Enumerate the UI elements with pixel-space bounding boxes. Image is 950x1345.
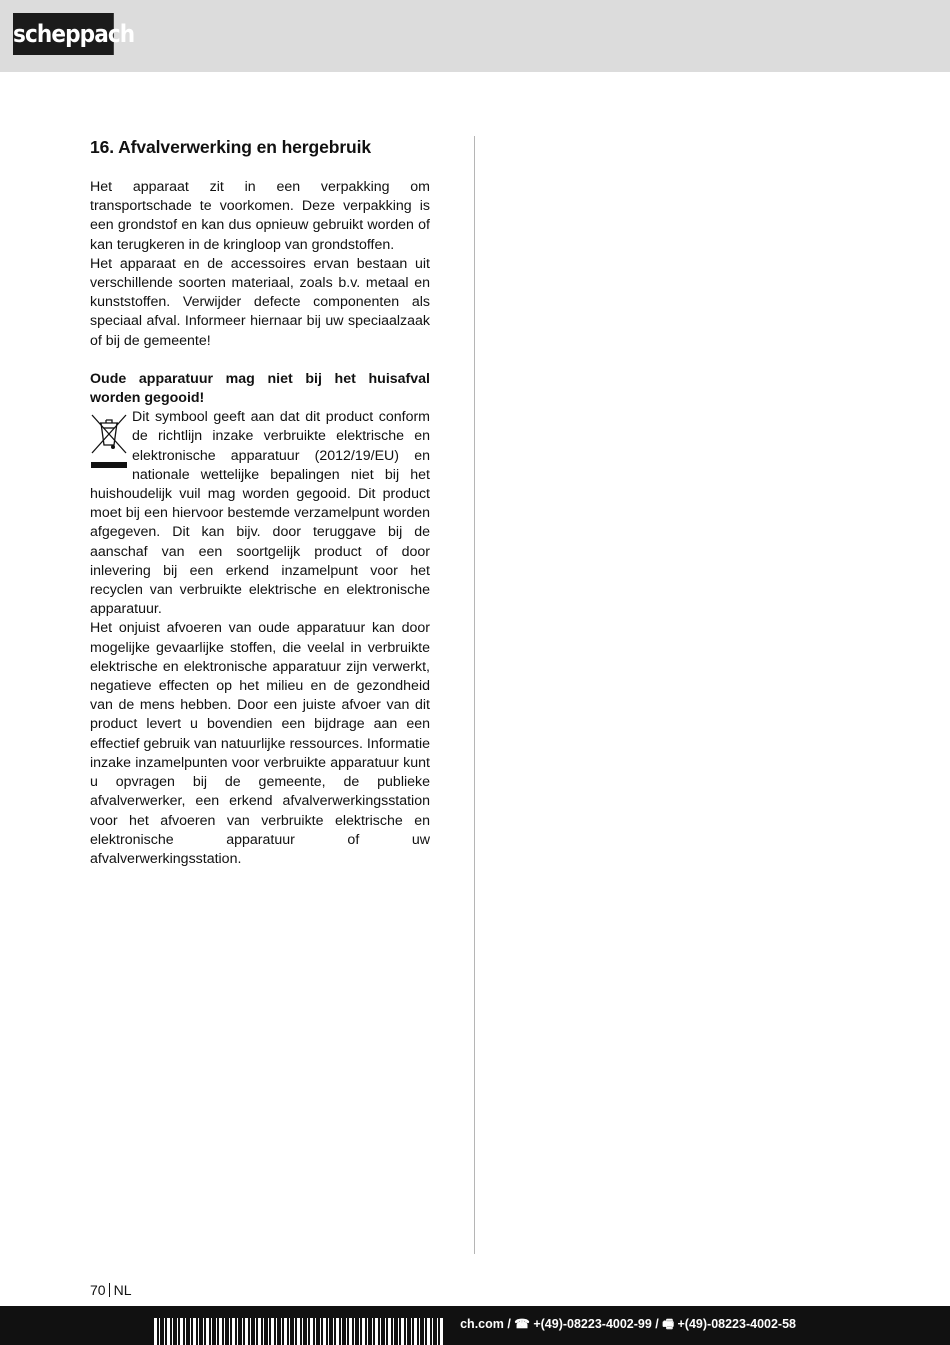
- brand-logo: scheppach: [13, 13, 114, 55]
- crossed-out-wheelie-bin-icon: [90, 410, 128, 472]
- packaging-paragraph: Het apparaat zit in een verpakking om transportschade te voorkomen. Deze verpakking is een grondstof en kan dus opnieuw gebruikt worden of kan terugkeren in de kringloop van grondstoffen.: [90, 179, 430, 253]
- footer-contact: ch.com / ☎ +(49)-08223-4002-99 / 🖷 +(49)-08223-4002-58: [460, 1317, 796, 1331]
- disposal-paragraph: Het onjuist afvoeren van oude apparatuur kan door mogelijke gevaarlijke stoffen, die veelal in verbruikte elektrische en elektronische apparatuur zijn verwerkt, negatieve effecten op het milieu en de gezondheid van de mens hebben. Door een juiste afvoer van dit product levert u bovendien een bijdrage aan een effectief gebruik van natuurlijke ressources. Informatie inzake inzamelpunten voor verbruikte apparatuur kunt u opvragen bij de gemeente, de publieke afvalverwerker, een erkend afvalverwerkingsstation voor het afvoeren van verbruikte elektrische en elektronische apparatuur of uw afvalverwerkingsstation.: [90, 620, 430, 867]
- text-column: [90, 136, 430, 869]
- weee-block: [90, 408, 430, 619]
- column-divider: [474, 136, 475, 1254]
- section-title: 16. Afvalverwerking en hergebruik: [90, 137, 372, 157]
- page-number-value: 70: [90, 1282, 106, 1298]
- language-code: NL: [113, 1282, 132, 1298]
- materials-paragraph: Het apparaat en de accessoires ervan bestaan uit verschillende soorten materiaal, zoals b.v. metaal en kunststoffen. Verwijder defecte componenten als speciaal afval. Informeer hiernaar bij uw speciaalzaak of bij de gemeente!: [90, 255, 430, 349]
- warning-heading: Oude apparatuur mag niet bij het huisafval worden gegooid!: [90, 370, 430, 407]
- header-band: [0, 0, 950, 72]
- footer-barcode-artifact: [154, 1318, 444, 1345]
- page-number: [90, 1281, 131, 1299]
- weee-paragraph: Dit symbool geeft aan dat dit product conform de richtlijn inzake verbruikte elektrische en elektronische apparatuur (2012/19/EU) en nationale wettelijke bepalingen niet bij het huishoudelijk vuil mag worden gegooid. Dit product moet bij een hiervoor bestemde verzamelpunt worden afgegeven. Dit kan bijv. door teruggave bij de aanschaf van een soortgelijk product of door inlevering bij een erkend inzamelpunt voor het recyclen van verbruikte elektrische en elektronische apparatuur.: [90, 409, 430, 618]
